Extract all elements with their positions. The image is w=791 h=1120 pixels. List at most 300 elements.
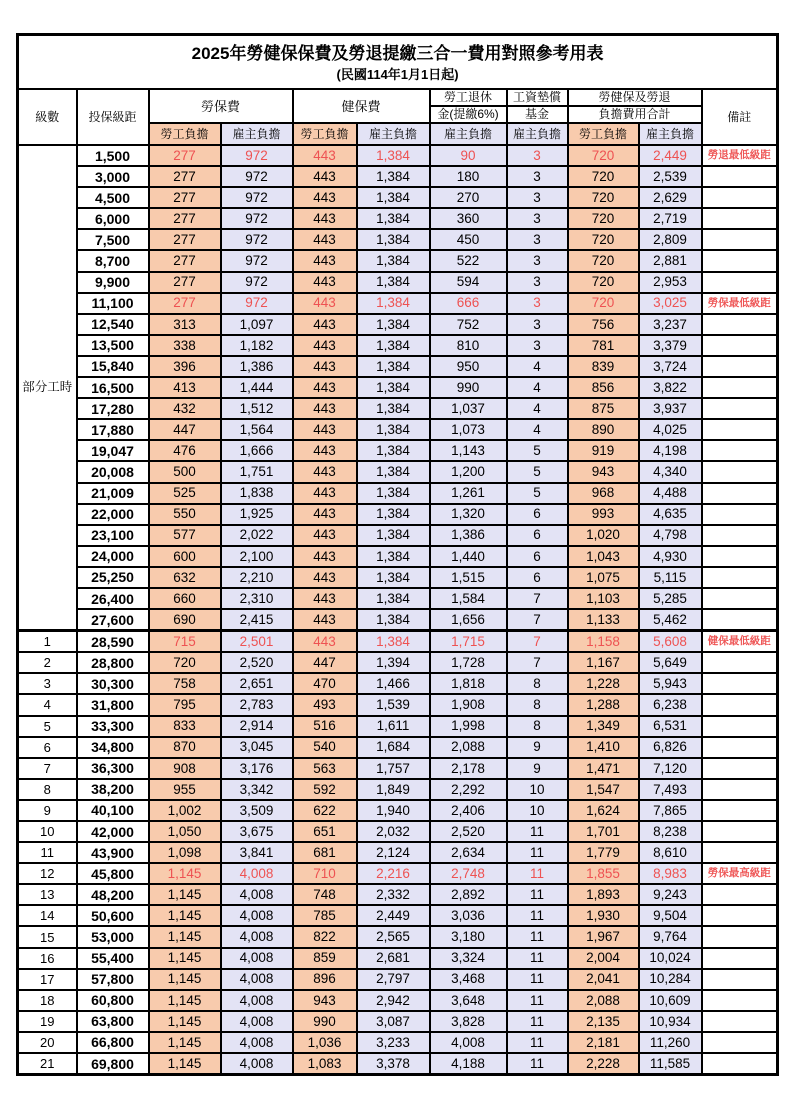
- fee-cell: 2,681: [357, 948, 430, 969]
- level-cell: 7: [18, 758, 77, 779]
- fee-cell: 5: [507, 461, 568, 482]
- fee-cell: 550: [149, 504, 221, 525]
- fee-cell: 1,384: [357, 335, 430, 356]
- fee-cell: 277: [149, 187, 221, 208]
- bracket-cell: 1,500: [77, 145, 149, 166]
- fee-cell: 1,967: [568, 926, 639, 947]
- remark-cell: [702, 187, 778, 208]
- fee-cell: 1,145: [149, 926, 221, 947]
- fee-cell: 10,024: [639, 948, 702, 969]
- table-row: [18, 546, 778, 567]
- fee-cell: 2,634: [430, 842, 507, 863]
- fee-cell: 1,728: [430, 652, 507, 673]
- fee-cell: 1,158: [568, 631, 639, 653]
- fee-cell: 890: [568, 419, 639, 440]
- fee-cell: 1,908: [430, 694, 507, 715]
- fee-cell: 447: [149, 419, 221, 440]
- fee-cell: 443: [293, 166, 357, 187]
- bracket-cell: 63,800: [77, 1011, 149, 1032]
- level-cell: 9: [18, 800, 77, 821]
- fee-cell: 1,384: [357, 398, 430, 419]
- fee-cell: 6: [507, 546, 568, 567]
- level-cell: 12: [18, 863, 77, 884]
- fee-cell: 950: [430, 356, 507, 377]
- table-row: [18, 652, 778, 673]
- fee-cell: 1,145: [149, 1011, 221, 1032]
- fee-cell: 710: [293, 863, 357, 884]
- remark-cell: [702, 842, 778, 863]
- fee-cell: 660: [149, 588, 221, 609]
- table-row: [18, 948, 778, 969]
- fee-cell: 11: [507, 821, 568, 842]
- fee-cell: 2,135: [568, 1011, 639, 1032]
- fee-cell: 3,233: [357, 1032, 430, 1053]
- remark-cell: [702, 779, 778, 800]
- fee-cell: 1,384: [357, 293, 430, 314]
- fee-cell: 8: [507, 673, 568, 694]
- fee-cell: 5,943: [639, 673, 702, 694]
- remark-cell: [702, 905, 778, 926]
- fee-cell: 2,088: [430, 737, 507, 758]
- fee-cell: 4,008: [221, 1011, 293, 1032]
- fee-cell: 839: [568, 356, 639, 377]
- fee-cell: 3: [507, 272, 568, 293]
- fee-cell: 443: [293, 398, 357, 419]
- level-cell: 10: [18, 821, 77, 842]
- fee-cell: 1,384: [357, 609, 430, 631]
- fee-cell: 360: [430, 208, 507, 229]
- fee-cell: 2,332: [357, 884, 430, 905]
- header-row-groups: [18, 89, 778, 106]
- level-cell: 5: [18, 716, 77, 737]
- remark-cell: [702, 356, 778, 377]
- fee-cell: 4,930: [639, 546, 702, 567]
- fee-cell: 4,635: [639, 504, 702, 525]
- fee-cell: 720: [568, 272, 639, 293]
- fee-cell: 3,087: [357, 1011, 430, 1032]
- fee-cell: 8: [507, 694, 568, 715]
- table-title-cell: [18, 35, 778, 90]
- fee-cell: 1,701: [568, 821, 639, 842]
- fee-cell: 2,181: [568, 1032, 639, 1053]
- fee-cell: 2,892: [430, 884, 507, 905]
- remark-cell: [702, 737, 778, 758]
- table-row: [18, 1053, 778, 1075]
- remark-cell: [702, 377, 778, 398]
- fee-cell: 2,022: [221, 525, 293, 546]
- level-cell: 17: [18, 969, 77, 990]
- fee-cell: 1,384: [357, 546, 430, 567]
- fee-cell: 1,440: [430, 546, 507, 567]
- fee-cell: 990: [430, 377, 507, 398]
- level-cell: 16: [18, 948, 77, 969]
- subheader-health-employer: 雇主負擔: [357, 123, 430, 145]
- fee-cell: 758: [149, 673, 221, 694]
- table-row: [18, 779, 778, 800]
- fee-cell: 1,145: [149, 905, 221, 926]
- fee-cell: 1,751: [221, 461, 293, 482]
- fee-cell: 11: [507, 905, 568, 926]
- column-header-wage-fund-line1: 工資墊償: [507, 89, 568, 106]
- fee-cell: 1,384: [357, 419, 430, 440]
- fee-cell: 6,531: [639, 716, 702, 737]
- fee-cell: 11: [507, 969, 568, 990]
- bracket-cell: 15,840: [77, 356, 149, 377]
- fee-cell: 476: [149, 440, 221, 461]
- remark-cell: [702, 884, 778, 905]
- fee-cell: 1,384: [357, 567, 430, 588]
- fee-cell: 2,783: [221, 694, 293, 715]
- fee-cell: 3: [507, 314, 568, 335]
- fee-cell: 8,610: [639, 842, 702, 863]
- table-row: [18, 821, 778, 842]
- fee-cell: 1,384: [357, 588, 430, 609]
- fee-cell: 3,648: [430, 990, 507, 1011]
- fee-cell: 443: [293, 208, 357, 229]
- fee-cell: 1,384: [357, 272, 430, 293]
- fee-cell: 715: [149, 631, 221, 653]
- fee-cell: 443: [293, 250, 357, 271]
- fee-cell: 1,261: [430, 483, 507, 504]
- bracket-cell: 42,000: [77, 821, 149, 842]
- fee-cell: 2,651: [221, 673, 293, 694]
- fee-cell: 1,547: [568, 779, 639, 800]
- fee-cell: 822: [293, 926, 357, 947]
- fee-cell: 7: [507, 652, 568, 673]
- fee-cell: 2,449: [357, 905, 430, 926]
- column-header-total-line2: 負擔費用合計: [568, 106, 702, 123]
- table-row: [18, 694, 778, 715]
- fee-cell: 10: [507, 779, 568, 800]
- fee-cell: 1,855: [568, 863, 639, 884]
- fee-cell: 2,210: [221, 567, 293, 588]
- bracket-cell: 8,700: [77, 250, 149, 271]
- table-row: [18, 609, 778, 631]
- table-row: [18, 314, 778, 335]
- fee-cell: 6: [507, 525, 568, 546]
- fee-cell: 2,449: [639, 145, 702, 166]
- bracket-cell: 7,500: [77, 229, 149, 250]
- level-cell: 14: [18, 905, 77, 926]
- table-row: [18, 842, 778, 863]
- remark-cell: [702, 567, 778, 588]
- bracket-cell: 60,800: [77, 990, 149, 1011]
- bracket-cell: 38,200: [77, 779, 149, 800]
- bracket-cell: 66,800: [77, 1032, 149, 1053]
- fee-cell: 1,515: [430, 567, 507, 588]
- fee-cell: 1,584: [430, 588, 507, 609]
- fee-cell: 1,384: [357, 504, 430, 525]
- fee-cell: 1,200: [430, 461, 507, 482]
- bracket-cell: 50,600: [77, 905, 149, 926]
- fee-cell: 7: [507, 588, 568, 609]
- fee-cell: 6,238: [639, 694, 702, 715]
- fee-cell: 972: [221, 250, 293, 271]
- remark-cell: [702, 673, 778, 694]
- fee-cell: 1,384: [357, 461, 430, 482]
- fee-cell: 1,384: [357, 314, 430, 335]
- fee-cell: 1,145: [149, 948, 221, 969]
- fee-cell: 5,115: [639, 567, 702, 588]
- fee-cell: 972: [221, 187, 293, 208]
- fee-cell: 4: [507, 356, 568, 377]
- fee-cell: 875: [568, 398, 639, 419]
- table-row: [18, 187, 778, 208]
- fee-cell: 1,410: [568, 737, 639, 758]
- bracket-cell: 55,400: [77, 948, 149, 969]
- fee-cell: 594: [430, 272, 507, 293]
- fee-cell: 785: [293, 905, 357, 926]
- fee-cell: 7,120: [639, 758, 702, 779]
- fee-cell: 748: [293, 884, 357, 905]
- remark-cell: [702, 716, 778, 737]
- fee-cell: 2,216: [357, 863, 430, 884]
- fee-cell: 1,098: [149, 842, 221, 863]
- fee-cell: 470: [293, 673, 357, 694]
- fee-cell: 11,585: [639, 1053, 702, 1075]
- remark-cell: [702, 504, 778, 525]
- table-row: [18, 800, 778, 821]
- fee-cell: 690: [149, 609, 221, 631]
- fee-cell: 720: [568, 229, 639, 250]
- fee-cell: 443: [293, 293, 357, 314]
- fee-cell: 781: [568, 335, 639, 356]
- fee-cell: 522: [430, 250, 507, 271]
- fee-cell: 2,228: [568, 1053, 639, 1075]
- remark-cell: 勞保最高級距: [702, 863, 778, 884]
- fee-cell: 681: [293, 842, 357, 863]
- fee-cell: 600: [149, 546, 221, 567]
- table-row: [18, 737, 778, 758]
- bracket-cell: 16,500: [77, 377, 149, 398]
- fee-cell: 1,384: [357, 208, 430, 229]
- bracket-cell: 48,200: [77, 884, 149, 905]
- bracket-cell: 33,300: [77, 716, 149, 737]
- fee-cell: 810: [430, 335, 507, 356]
- level-cell: 11: [18, 842, 77, 863]
- fee-cell: 1,182: [221, 335, 293, 356]
- fee-cell: 1,998: [430, 716, 507, 737]
- fee-cell: 1,097: [221, 314, 293, 335]
- fee-cell: 3,025: [639, 293, 702, 314]
- fee-cell: 870: [149, 737, 221, 758]
- bracket-cell: 17,280: [77, 398, 149, 419]
- fee-cell: 2,178: [430, 758, 507, 779]
- column-header-pension-line2: 金(提繳6%): [430, 106, 507, 123]
- fee-cell: 2,406: [430, 800, 507, 821]
- fee-cell: 3: [507, 335, 568, 356]
- subheader-pension-employer: 雇主負擔: [430, 123, 507, 145]
- column-header-remark: 備註: [702, 89, 778, 145]
- title-row: [18, 35, 778, 90]
- fee-cell: 11: [507, 990, 568, 1011]
- remark-cell: [702, 335, 778, 356]
- fee-cell: 1,349: [568, 716, 639, 737]
- bracket-cell: 9,900: [77, 272, 149, 293]
- fee-cell: 919: [568, 440, 639, 461]
- table-row: [18, 208, 778, 229]
- fee-cell: 2,520: [430, 821, 507, 842]
- fee-cell: 180: [430, 166, 507, 187]
- bracket-cell: 53,000: [77, 926, 149, 947]
- fee-cell: 6,826: [639, 737, 702, 758]
- fee-cell: 2,914: [221, 716, 293, 737]
- fee-cell: 3: [507, 208, 568, 229]
- fee-cell: 2,032: [357, 821, 430, 842]
- fee-cell: 1,083: [293, 1053, 357, 1075]
- table-row: [18, 145, 778, 166]
- fee-cell: 2,501: [221, 631, 293, 653]
- fee-cell: 3,176: [221, 758, 293, 779]
- fee-cell: 443: [293, 272, 357, 293]
- fee-cell: 972: [221, 208, 293, 229]
- fee-cell: 1,145: [149, 863, 221, 884]
- fee-cell: 720: [568, 250, 639, 271]
- fee-cell: 443: [293, 335, 357, 356]
- fee-cell: 7,493: [639, 779, 702, 800]
- fee-cell: 277: [149, 229, 221, 250]
- bracket-cell: 4,500: [77, 187, 149, 208]
- bracket-cell: 28,590: [77, 631, 149, 653]
- fee-cell: 577: [149, 525, 221, 546]
- bracket-cell: 45,800: [77, 863, 149, 884]
- fee-cell: 752: [430, 314, 507, 335]
- fee-cell: 4,008: [221, 905, 293, 926]
- remark-cell: [702, 694, 778, 715]
- remark-cell: [702, 609, 778, 631]
- fee-cell: 270: [430, 187, 507, 208]
- fee-cell: 9,764: [639, 926, 702, 947]
- fee-cell: 1,384: [357, 525, 430, 546]
- bracket-cell: 69,800: [77, 1053, 149, 1075]
- fee-cell: 9,243: [639, 884, 702, 905]
- level-cell: 21: [18, 1053, 77, 1075]
- fee-cell: 1,145: [149, 990, 221, 1011]
- fee-cell: 1,384: [357, 229, 430, 250]
- remark-cell: [702, 800, 778, 821]
- remark-cell: 勞保最低級距: [702, 293, 778, 314]
- table-row: [18, 356, 778, 377]
- fee-cell: 277: [149, 250, 221, 271]
- fee-cell: 4,488: [639, 483, 702, 504]
- remark-cell: [702, 419, 778, 440]
- table-row: [18, 716, 778, 737]
- fee-cell: 7: [507, 631, 568, 653]
- fee-cell: 3,828: [430, 1011, 507, 1032]
- bracket-cell: 22,000: [77, 504, 149, 525]
- fee-cell: 1,043: [568, 546, 639, 567]
- fee-cell: 443: [293, 440, 357, 461]
- fee-cell: 11: [507, 1053, 568, 1075]
- fee-cell: 2,881: [639, 250, 702, 271]
- fee-cell: 4,025: [639, 419, 702, 440]
- fee-cell: 4,008: [221, 1053, 293, 1075]
- fee-cell: 9: [507, 737, 568, 758]
- fee-cell: 2,004: [568, 948, 639, 969]
- level-cell: 3: [18, 673, 77, 694]
- fee-cell: 592: [293, 779, 357, 800]
- fee-cell: 720: [568, 145, 639, 166]
- fee-cell: 1,075: [568, 567, 639, 588]
- level-cell: 6: [18, 737, 77, 758]
- remark-cell: [702, 1032, 778, 1053]
- fee-cell: 432: [149, 398, 221, 419]
- level-cell: 2: [18, 652, 77, 673]
- fee-cell: 443: [293, 314, 357, 335]
- fee-cell: 10,934: [639, 1011, 702, 1032]
- remark-cell: [702, 229, 778, 250]
- fee-cell: 2,748: [430, 863, 507, 884]
- fee-cell: 277: [149, 208, 221, 229]
- fee-cell: 3,937: [639, 398, 702, 419]
- fee-cell: 338: [149, 335, 221, 356]
- fee-cell: 563: [293, 758, 357, 779]
- table-row: [18, 631, 778, 653]
- fee-cell: 443: [293, 377, 357, 398]
- table-row: [18, 272, 778, 293]
- table-row: [18, 758, 778, 779]
- fee-cell: 2,292: [430, 779, 507, 800]
- subheader-total-employer: 雇主負擔: [639, 123, 702, 145]
- table-row: [18, 990, 778, 1011]
- fee-cell: 720: [568, 166, 639, 187]
- remark-cell: [702, 758, 778, 779]
- remark-cell: [702, 969, 778, 990]
- table-row: [18, 884, 778, 905]
- fee-cell: 1,384: [357, 483, 430, 504]
- bracket-cell: 31,800: [77, 694, 149, 715]
- bracket-cell: 13,500: [77, 335, 149, 356]
- column-header-bracket: 投保級距: [77, 89, 149, 145]
- fee-cell: 525: [149, 483, 221, 504]
- fee-cell: 443: [293, 546, 357, 567]
- fee-cell: 3,675: [221, 821, 293, 842]
- fee-cell: 2,088: [568, 990, 639, 1011]
- remark-cell: [702, 546, 778, 567]
- subheader-health-employee: 勞工負擔: [293, 123, 357, 145]
- remark-cell: [702, 272, 778, 293]
- table-row: [18, 250, 778, 271]
- remark-cell: [702, 926, 778, 947]
- fee-cell: 1,167: [568, 652, 639, 673]
- table-row: [18, 905, 778, 926]
- table-row: [18, 863, 778, 884]
- table-row: [18, 673, 778, 694]
- fee-cell: 4,198: [639, 440, 702, 461]
- fee-cell: 3,180: [430, 926, 507, 947]
- fee-cell: 2,797: [357, 969, 430, 990]
- fee-cell: 3,045: [221, 737, 293, 758]
- fee-cell: 720: [149, 652, 221, 673]
- fee-cell: 5,285: [639, 588, 702, 609]
- fee-cell: 1,893: [568, 884, 639, 905]
- fee-cell: 1,228: [568, 673, 639, 694]
- remark-cell: [702, 398, 778, 419]
- bracket-cell: 43,900: [77, 842, 149, 863]
- column-header-total-line1: 勞健保及勞退: [568, 89, 702, 106]
- bracket-cell: 19,047: [77, 440, 149, 461]
- fee-cell: 10: [507, 800, 568, 821]
- fee-cell: 3,724: [639, 356, 702, 377]
- fee-cell: 4,008: [221, 969, 293, 990]
- column-header-level: 級數: [18, 89, 77, 145]
- bracket-cell: 36,300: [77, 758, 149, 779]
- fee-cell: 968: [568, 483, 639, 504]
- remark-cell: [702, 166, 778, 187]
- fee-cell: 4,008: [430, 1032, 507, 1053]
- remark-cell: [702, 250, 778, 271]
- fee-cell: 5,608: [639, 631, 702, 653]
